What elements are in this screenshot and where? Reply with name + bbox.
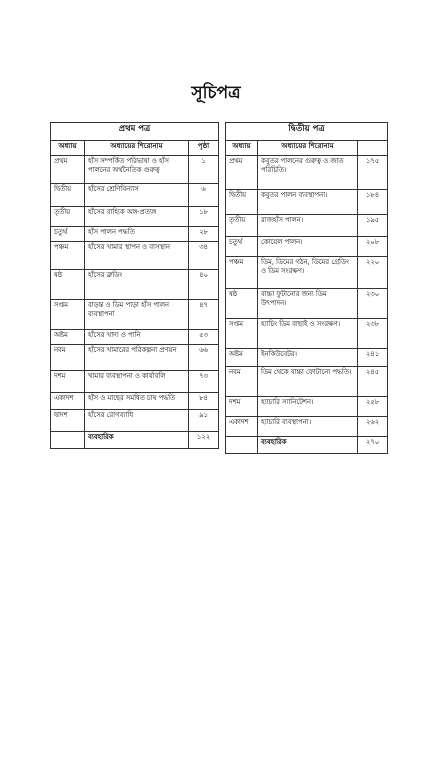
chapter-cell: তৃতীয় [51,207,85,227]
paper2-table [225,122,388,454]
title-cell: হাঁসের শ্রেণিবিন্যাস [85,184,189,207]
title-cell: ডিম থেকে বাচ্চা ফোটানো পদ্ধতি। [258,367,358,397]
page-cell: ১২২ [189,432,219,449]
page-cell: ২৮ [189,227,219,242]
column-header-page: পৃষ্ঠা [189,141,219,156]
table-row [226,319,388,349]
column-header-chapter: অধ্যায় [226,141,258,156]
table-row [51,410,219,432]
table-row [51,156,219,184]
page-cell: ২৩০ [358,289,388,319]
page-title: সূচিপত্র [191,83,241,103]
table-row [226,367,388,397]
table-row [51,345,219,371]
column-header-page [358,141,388,156]
page-cell: ২৪১ [358,349,388,367]
table-row [226,156,388,190]
page-cell: ২৩৮ [358,319,388,349]
title-cell: রাজহাঁস পালন। [258,215,358,237]
chapter-cell: দ্বাদশ [51,410,85,432]
chapter-cell: চতুর্থ [226,237,258,257]
table-row [51,300,219,330]
chapter-cell: সপ্তম [226,319,258,349]
title-cell: হাঁসের ব্রুডিং [85,270,189,300]
table-row [51,184,219,207]
page-cell: ৬৬ [189,345,219,371]
page-cell: ২০৮ [358,237,388,257]
table-row [51,270,219,300]
table-row [226,417,388,437]
chapter-cell: দশম [51,371,85,393]
table-row [226,397,388,417]
chapter-cell: দশম [226,397,258,417]
table-row [226,257,388,289]
title-cell: খামার ব্যবস্থাপনা ও কার্যাবলি [85,371,189,393]
page-cell: ১৯৫ [358,215,388,237]
title-cell: হাঁসের খাদ্য ও পানি [85,330,189,345]
title-cell: হ্যাচারি স্যানিটেশন। [258,397,358,417]
page-cell: ৬ [189,184,219,207]
title-cell: হাঁসের বাহ্যিক অঙ্গ-প্রত্যঙ্গ [85,207,189,227]
column-header-title: অধ্যায়ের শিরোনাম [85,141,189,156]
chapter-cell: তৃতীয় [226,215,258,237]
chapter-cell: ষষ্ঠ [226,289,258,319]
title-cell: হাঁস পালন পদ্ধতি [85,227,189,242]
table-row [51,432,219,449]
table-row [51,330,219,345]
page-cell: ১৮ [189,207,219,227]
chapter-cell: পঞ্চম [51,242,85,270]
page-cell: ১৭৫ [358,156,388,190]
chapter-cell: ষষ্ঠ [51,270,85,300]
table-row [226,215,388,237]
title-cell: হ্যাচিং ডিম বাছাই ও সংরক্ষণ। [258,319,358,349]
page-cell: ৮৪ [189,393,219,410]
page-cell: ৪৭ [189,300,219,330]
title-cell: হাঁস ও মাছের সমন্বিত চাষ পদ্ধতি [85,393,189,410]
title-cell: হাঁসের রোগব্যাধি [85,410,189,432]
chapter-cell: নবম [226,367,258,397]
title-cell: কবুতর পালনের গুরুত্ব ও জাত পরিচিতি। [258,156,358,190]
column-header-chapter: অধ্যায় [51,141,85,156]
page-cell: ২৭০ [358,437,388,454]
table-row [51,242,219,270]
page-cell: ২৬২ [358,417,388,437]
table-row [51,207,219,227]
page-cell: ৪০ [189,270,219,300]
chapter-cell: নবম [51,345,85,371]
title-cell: ডিম, ডিমের গঠন, ডিমের গ্রেডিং ও ডিম সংরক্ষণ। [258,257,358,289]
chapter-cell: প্রথম [226,156,258,190]
title-cell: ব্যবহারিক [85,432,189,449]
page-cell: ২৪৫ [358,367,388,397]
page-cell: ৩৪ [189,242,219,270]
table-row [51,227,219,242]
paper1-title: প্রথম পত্র [51,123,219,141]
paper1-table [50,122,219,449]
table-row [226,289,388,319]
page-cell: ২২০ [358,257,388,289]
chapter-cell: অষ্টম [51,330,85,345]
chapter-cell: পঞ্চম [226,257,258,289]
page-cell: ৯১ [189,410,219,432]
title-cell: হাঁসের খামারের পরিকল্পনা প্রণয়ন [85,345,189,371]
page-cell: ১ [189,156,219,184]
chapter-cell: অষ্টম [226,349,258,367]
chapter-cell: দ্বিতীয় [226,190,258,215]
table-row [226,190,388,215]
chapter-cell: একাদশ [226,417,258,437]
page-cell: ১৮৪ [358,190,388,215]
table-row [51,371,219,393]
page-cell: ৭৩ [189,371,219,393]
table-row [51,393,219,410]
chapter-cell: সপ্তম [51,300,85,330]
chapter-cell [226,437,258,454]
title-cell: বাড়ন্ত ও ডিম পাড়া হাঁস পালন ব্যবস্থাপনা [85,300,189,330]
chapter-cell [51,432,85,449]
title-cell: ব্যবহারিক [258,437,358,454]
table-row [226,237,388,257]
chapter-cell: চতুর্থ [51,227,85,242]
chapter-cell: একাদশ [51,393,85,410]
title-cell: বাচ্চা ফুটানোর জন্য ডিম উৎপাদন। [258,289,358,319]
title-cell: হ্যাচারি ব্যবস্থাপনা। [258,417,358,437]
title-cell: হাঁস সম্পর্কিত পরিভাষা ও হাঁস পালনের অর্থনৈতিক গুরুত্ব [85,156,189,184]
chapter-cell: প্রথম [51,156,85,184]
chapter-cell: দ্বিতীয় [51,184,85,207]
table-row [226,349,388,367]
table-row [226,437,388,454]
page-cell: ৫৩ [189,330,219,345]
title-cell: ইনকিউবেটর। [258,349,358,367]
title-cell: কবুতর পালন ব্যবস্থাপনা। [258,190,358,215]
paper2-title: দ্বিতীয় পত্র [226,123,388,141]
title-cell: হাঁসের খামার স্থাপন ও বাসস্থান [85,242,189,270]
page-cell: ২৫৮ [358,397,388,417]
title-cell: কোয়েল পালন। [258,237,358,257]
column-header-title: অধ্যায়ের শিরোনাম [258,141,358,156]
